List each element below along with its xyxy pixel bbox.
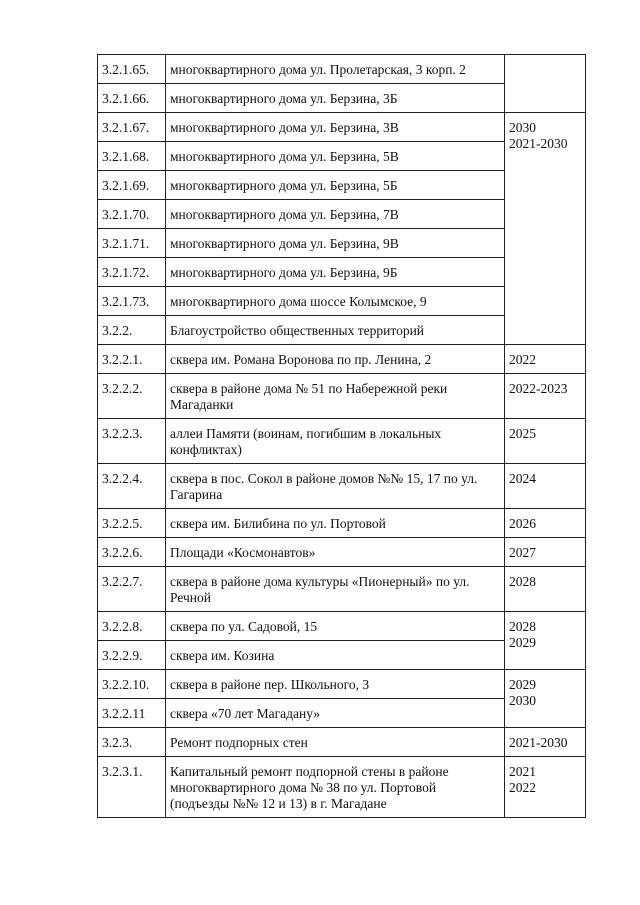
row-number: 3.2.1.69.: [98, 171, 166, 200]
row-number: 3.2.2.6.: [98, 538, 166, 567]
description-line: сквера в пос. Сокол в районе домов №№ 15, 17 по ул.: [170, 471, 478, 486]
row-number: 3.2.1.70.: [98, 200, 166, 229]
row-number: 3.2.3.: [98, 728, 166, 757]
row-description: Площади «Космонавтов»: [166, 538, 505, 567]
term-line: 2021-2030: [509, 136, 568, 151]
row-number: 3.2.2.7.: [98, 567, 166, 612]
row-number: 3.2.1.66.: [98, 84, 166, 113]
row-description: сквера по ул. Садовой, 15: [166, 612, 505, 641]
row-number: 3.2.2.2.: [98, 374, 166, 419]
row-number: 3.2.1.73.: [98, 287, 166, 316]
row-number: 3.2.2.5.: [98, 509, 166, 538]
row-term: 2027: [505, 538, 586, 567]
row-description: многоквартирного дома ул. Берзина, 5В: [166, 142, 505, 171]
row-number: 3.2.2.9.: [98, 641, 166, 670]
term-cell-merged: [505, 670, 586, 728]
row-description: [166, 757, 505, 818]
table-row: [98, 538, 586, 567]
row-description: многоквартирного дома ул. Берзина, 9В: [166, 229, 505, 258]
term-line: 2029: [509, 635, 536, 650]
row-number: 3.2.2.: [98, 316, 166, 345]
term-cell-merged: [505, 612, 586, 670]
description-line: Речной: [170, 590, 211, 605]
program-table: [97, 54, 586, 818]
description-line: Магаданки: [170, 397, 234, 412]
row-number: 3.2.2.11: [98, 699, 166, 728]
row-description: многоквартирного дома ул. Пролетарская, 3 корп. 2: [166, 55, 505, 84]
term-line: 2021: [509, 764, 536, 779]
description-line: конфликтах): [170, 442, 242, 457]
row-number: 3.2.3.1.: [98, 757, 166, 818]
description-line: аллеи Памяти (воинам, погибшим в локальных: [170, 426, 442, 441]
row-term: 2024: [505, 464, 586, 509]
row-description: многоквартирного дома шоссе Колымское, 9: [166, 287, 505, 316]
description-line: (подъезды №№ 12 и 13) в г. Магадане: [170, 796, 387, 811]
row-description: [166, 464, 505, 509]
description-line: сквера в районе дома культуры «Пионерный» по ул.: [170, 574, 470, 589]
table-row: [98, 612, 586, 641]
row-term: 2021-2030: [505, 728, 586, 757]
term-line: 2029: [509, 677, 536, 692]
term-line: 2030: [509, 693, 536, 708]
table-row: [98, 419, 586, 464]
row-term: [505, 757, 586, 818]
row-description: [166, 419, 505, 464]
row-number: 3.2.1.72.: [98, 258, 166, 287]
term-cell-merged: [505, 113, 586, 345]
row-number: 3.2.2.1.: [98, 345, 166, 374]
term-line: 2022: [509, 780, 536, 795]
row-term: 2025: [505, 419, 586, 464]
row-description: [166, 374, 505, 419]
table-row: [98, 567, 586, 612]
row-description: Благоустройство общественных территорий: [166, 316, 505, 345]
row-number: 3.2.2.8.: [98, 612, 166, 641]
row-number: 3.2.1.65.: [98, 55, 166, 84]
row-description: сквера им. Романа Воронова по пр. Ленина, 2: [166, 345, 505, 374]
row-description: сквера им. Козина: [166, 641, 505, 670]
table-row: [98, 670, 586, 699]
row-description: сквера им. Билибина по ул. Портовой: [166, 509, 505, 538]
row-description: сквера в районе пер. Школьного, 3: [166, 670, 505, 699]
table-row: [98, 113, 586, 142]
description-line: Капитальный ремонт подпорной стены в районе: [170, 764, 449, 779]
row-term: 2028: [505, 567, 586, 612]
term-cell-empty: [505, 55, 586, 113]
row-number: 3.2.1.68.: [98, 142, 166, 171]
row-description: сквера «70 лет Магадану»: [166, 699, 505, 728]
description-line: Гагарина: [170, 487, 223, 502]
description-line: многоквартирного дома № 38 по ул. Портовой: [170, 780, 437, 795]
row-number: 3.2.2.4.: [98, 464, 166, 509]
table-row: [98, 509, 586, 538]
table-row: [98, 55, 586, 84]
table-row: [98, 464, 586, 509]
row-term: 2026: [505, 509, 586, 538]
row-description: многоквартирного дома ул. Берзина, 5Б: [166, 171, 505, 200]
row-description: [166, 567, 505, 612]
table-row: [98, 345, 586, 374]
row-description: многоквартирного дома ул. Берзина, 3В: [166, 113, 505, 142]
row-term: 2022: [505, 345, 586, 374]
row-number: 3.2.2.3.: [98, 419, 166, 464]
row-description: многоквартирного дома ул. Берзина, 7В: [166, 200, 505, 229]
table-row: [98, 757, 586, 818]
term-line: 2030: [509, 120, 536, 135]
row-number: 3.2.1.71.: [98, 229, 166, 258]
row-term: 2022-2023: [505, 374, 586, 419]
table-row: [98, 374, 586, 419]
row-number: 3.2.1.67.: [98, 113, 166, 142]
table-row: [98, 728, 586, 757]
row-description: многоквартирного дома ул. Берзина, 9Б: [166, 258, 505, 287]
row-number: 3.2.2.10.: [98, 670, 166, 699]
row-description: Ремонт подпорных стен: [166, 728, 505, 757]
description-line: сквера в районе дома № 51 по Набережной реки: [170, 381, 448, 396]
term-line: 2028: [509, 619, 536, 634]
row-description: многоквартирного дома ул. Берзина, 3Б: [166, 84, 505, 113]
